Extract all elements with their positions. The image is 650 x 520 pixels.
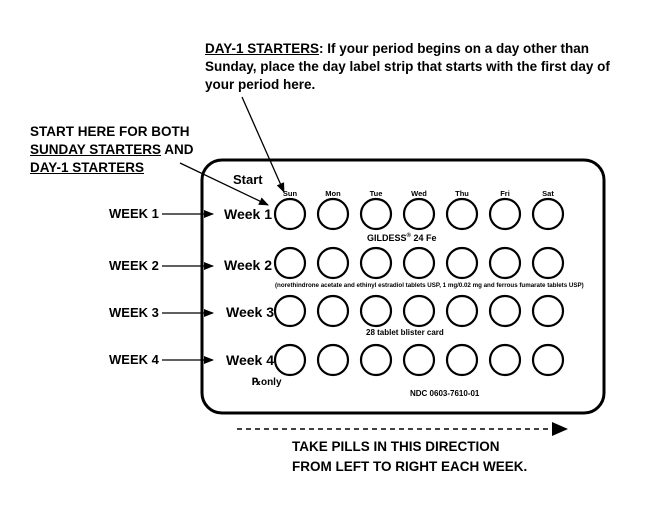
card-week-2: Week 2 — [224, 257, 272, 273]
day-label-tue: Tue — [369, 189, 383, 198]
pill-week3-fri — [490, 296, 520, 326]
sunday-starters-label: SUNDAY STARTERS — [30, 142, 162, 157]
pill-week3-thu — [447, 296, 477, 326]
day1-starters-label: DAY-1 STARTERS — [30, 160, 145, 175]
week-1-label: WEEK 1 — [109, 206, 159, 221]
direction-instructions — [292, 437, 527, 477]
pill-week4-wed — [404, 345, 434, 375]
registered-mark: ® — [406, 233, 411, 239]
card-week-3: Week 3 — [226, 304, 274, 320]
pill-week2-sat — [533, 248, 563, 278]
card-week-4: Week 4 — [226, 352, 274, 368]
pill-week4-sat — [533, 345, 563, 375]
rx-only-text: only — [260, 377, 282, 388]
direction-arrowhead — [552, 422, 568, 436]
day-label-sun: Sun — [282, 189, 298, 198]
day-label-mon: Mon — [325, 189, 341, 198]
pill-week1-tue — [361, 199, 391, 229]
day1-starters-callout — [205, 40, 625, 94]
week-2-label: WEEK 2 — [109, 258, 159, 273]
pill-week4-fri — [490, 345, 520, 375]
pill-week4-tue — [361, 345, 391, 375]
brand-name — [367, 233, 436, 243]
week-4-label: WEEK 4 — [109, 352, 159, 367]
day1-starters-text: : If your period begins on a day other than Sunday, place the day label strip that starts with the first day of your period here. — [205, 41, 610, 92]
brand-suffix: 24 Fe — [410, 233, 437, 243]
pill-week3-sun — [275, 296, 305, 326]
pill-week1-thu — [447, 199, 477, 229]
pill-week1-fri — [490, 199, 520, 229]
rx-only — [252, 377, 282, 388]
day-label-fri: Fri — [500, 189, 510, 198]
pill-week2-wed — [404, 248, 434, 278]
pill-week1-sat — [533, 199, 563, 229]
ndc-code: NDC 0603-7610-01 — [410, 389, 480, 398]
pill-week3-mon — [318, 296, 348, 326]
day1-starters-heading: DAY-1 STARTERS — [205, 41, 320, 56]
direction-line2: FROM LEFT TO RIGHT EACH WEEK. — [292, 459, 528, 474]
day-label-thu: Thu — [455, 189, 469, 198]
pill-week3-sat — [533, 296, 563, 326]
start-here-line3 — [30, 159, 220, 177]
pill-week4-sun — [275, 345, 305, 375]
pill-week2-mon — [318, 248, 348, 278]
pill-week1-mon — [318, 199, 348, 229]
start-here-callout — [30, 123, 220, 177]
direction-line1: TAKE PILLS IN THIS DIRECTION — [292, 439, 500, 454]
day-label-sat: Sat — [542, 189, 554, 198]
pill-week2-sun — [275, 248, 305, 278]
start-here-line2-rest: AND — [161, 142, 194, 157]
start-here-line1: START HERE FOR BOTH — [30, 124, 190, 139]
pill-week2-fri — [490, 248, 520, 278]
blister-card-text: 28 tablet blister card — [366, 328, 444, 337]
pill-week3-tue — [361, 296, 391, 326]
rx-symbol-icon: ℞ — [252, 377, 261, 388]
ingredients-text: (norethindrone acetate and ethinyl estradiol tablets USP, 1 mg/0.02 mg and ferrous fumarate tablets USP) — [275, 282, 584, 289]
pill-week4-mon — [318, 345, 348, 375]
week-3-label: WEEK 3 — [109, 305, 159, 320]
pill-week4-thu — [447, 345, 477, 375]
pill-week3-wed — [404, 296, 434, 326]
pill-week2-thu — [447, 248, 477, 278]
brand-text: GILDESS — [367, 233, 407, 243]
pill-week2-tue — [361, 248, 391, 278]
pill-week1-wed — [404, 199, 434, 229]
day-label-wed: Wed — [411, 189, 427, 198]
start-label: Start — [233, 172, 263, 187]
start-here-line2 — [30, 141, 220, 159]
card-week-1: Week 1 — [224, 206, 272, 222]
pill-week1-sun — [275, 199, 305, 229]
